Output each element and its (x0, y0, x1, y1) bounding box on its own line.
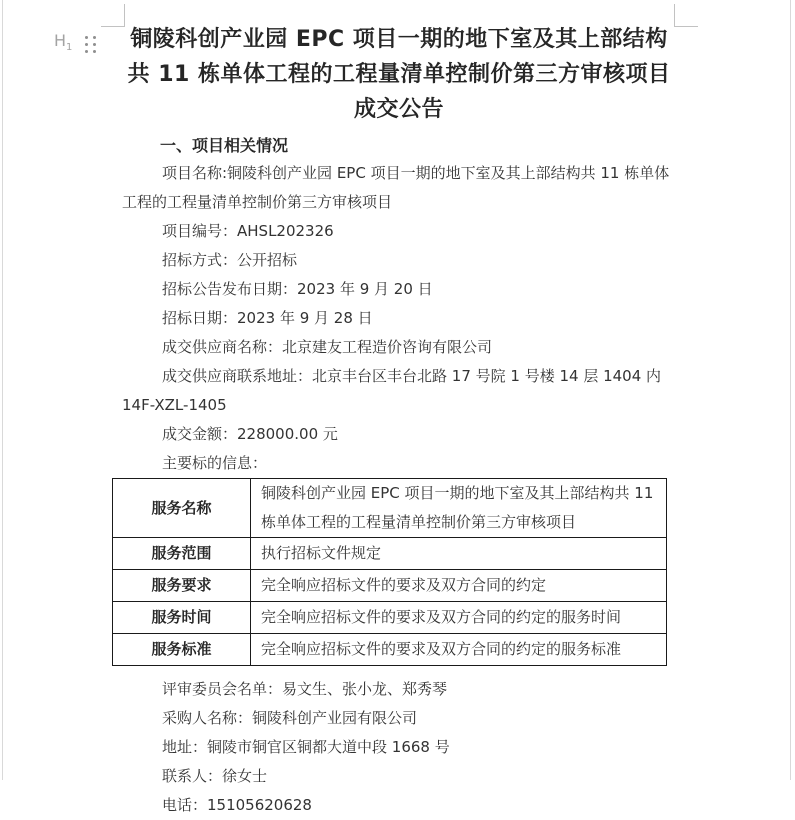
page-edge-left (2, 0, 3, 780)
table-cell-label: 服务要求 (113, 570, 251, 602)
paragraph-purchaser-address: 地址：铜陵市铜官区铜都大道中段 1668 号 (162, 738, 450, 756)
table-row (113, 634, 667, 666)
paragraph-project-number: 项目编号：AHSL202326 (162, 222, 334, 240)
heading-level-badge (54, 31, 72, 58)
paragraph-bidding-method: 招标方式：公开招标 (162, 251, 298, 269)
table-cell-label: 服务范围 (113, 538, 251, 570)
table-cell-value: 完全响应招标文件的要求及双方合同的约定的服务标准 (251, 634, 667, 666)
table-cell-label: 服务名称 (113, 479, 251, 538)
table-row (113, 538, 667, 570)
paragraph-contact-person: 联系人：徐女士 (162, 767, 268, 785)
paragraph-announcement-date: 招标公告发布日期：2023 年 9 月 20 日 (162, 280, 433, 298)
paragraph-supplier-name: 成交供应商名称：北京建友工程造价咨询有限公司 (162, 338, 493, 356)
table-cell-value: 完全响应招标文件的要求及双方合同的约定的服务时间 (251, 602, 667, 634)
paragraph-deal-amount: 成交金额：228000.00 元 (162, 425, 338, 443)
table-row (113, 479, 667, 538)
paragraph-review-committee: 评审委员会名单：易文生、张小龙、郑秀琴 (162, 680, 448, 698)
section-heading: 一、项目相关情况 (160, 136, 289, 155)
table-cell-value: 铜陵科创产业园 EPC 项目一期的地下室及其上部结构共 11 栋单体工程的工程量清单控制价第三方审核项目 (251, 479, 667, 538)
heading-level-label: 1 (66, 42, 73, 54)
paragraph-purchaser-name: 采购人名称：铜陵科创产业园有限公司 (162, 709, 418, 727)
paragraph-supplier-address: 成交供应商联系地址：北京丰台区丰台北路 17 号院 1 号楼 14 层 1404 内 14F-XZL-1405 (122, 367, 662, 414)
table-cell-value: 完全响应招标文件的要求及双方合同的约定 (251, 570, 667, 602)
page-margin-mark-top-right (674, 26, 698, 27)
table-cell-label: 服务标准 (113, 634, 251, 666)
document-title: 铜陵科创产业园 EPC 项目一期的地下室及其上部结构共 11 栋单体工程的工程量清单控制价第三方审核项目成交公告 (127, 27, 671, 122)
paragraph-contact-phone: 电话：15105620628 (162, 796, 312, 814)
block-handle (54, 31, 96, 58)
table-cell-label: 服务时间 (113, 602, 251, 634)
table-row (113, 570, 667, 602)
table-cell-value: 执行招标文件规定 (251, 538, 667, 570)
table-row (113, 602, 667, 634)
bid-info-table (112, 478, 667, 666)
heading-tag-label: H (54, 31, 67, 50)
page-edge-right (790, 0, 791, 780)
document-content (122, 0, 676, 820)
drag-handle-icon[interactable] (85, 36, 96, 53)
paragraph-project-name: 项目名称:铜陵科创产业园 EPC 项目一期的地下室及其上部结构共 11 栋单体工程的工程量清单控制价第三方审核项目 (122, 164, 670, 211)
paragraph-subject-info-label: 主要标的信息： (162, 454, 268, 472)
paragraph-bidding-date: 招标日期：2023 年 9 月 28 日 (162, 309, 373, 327)
